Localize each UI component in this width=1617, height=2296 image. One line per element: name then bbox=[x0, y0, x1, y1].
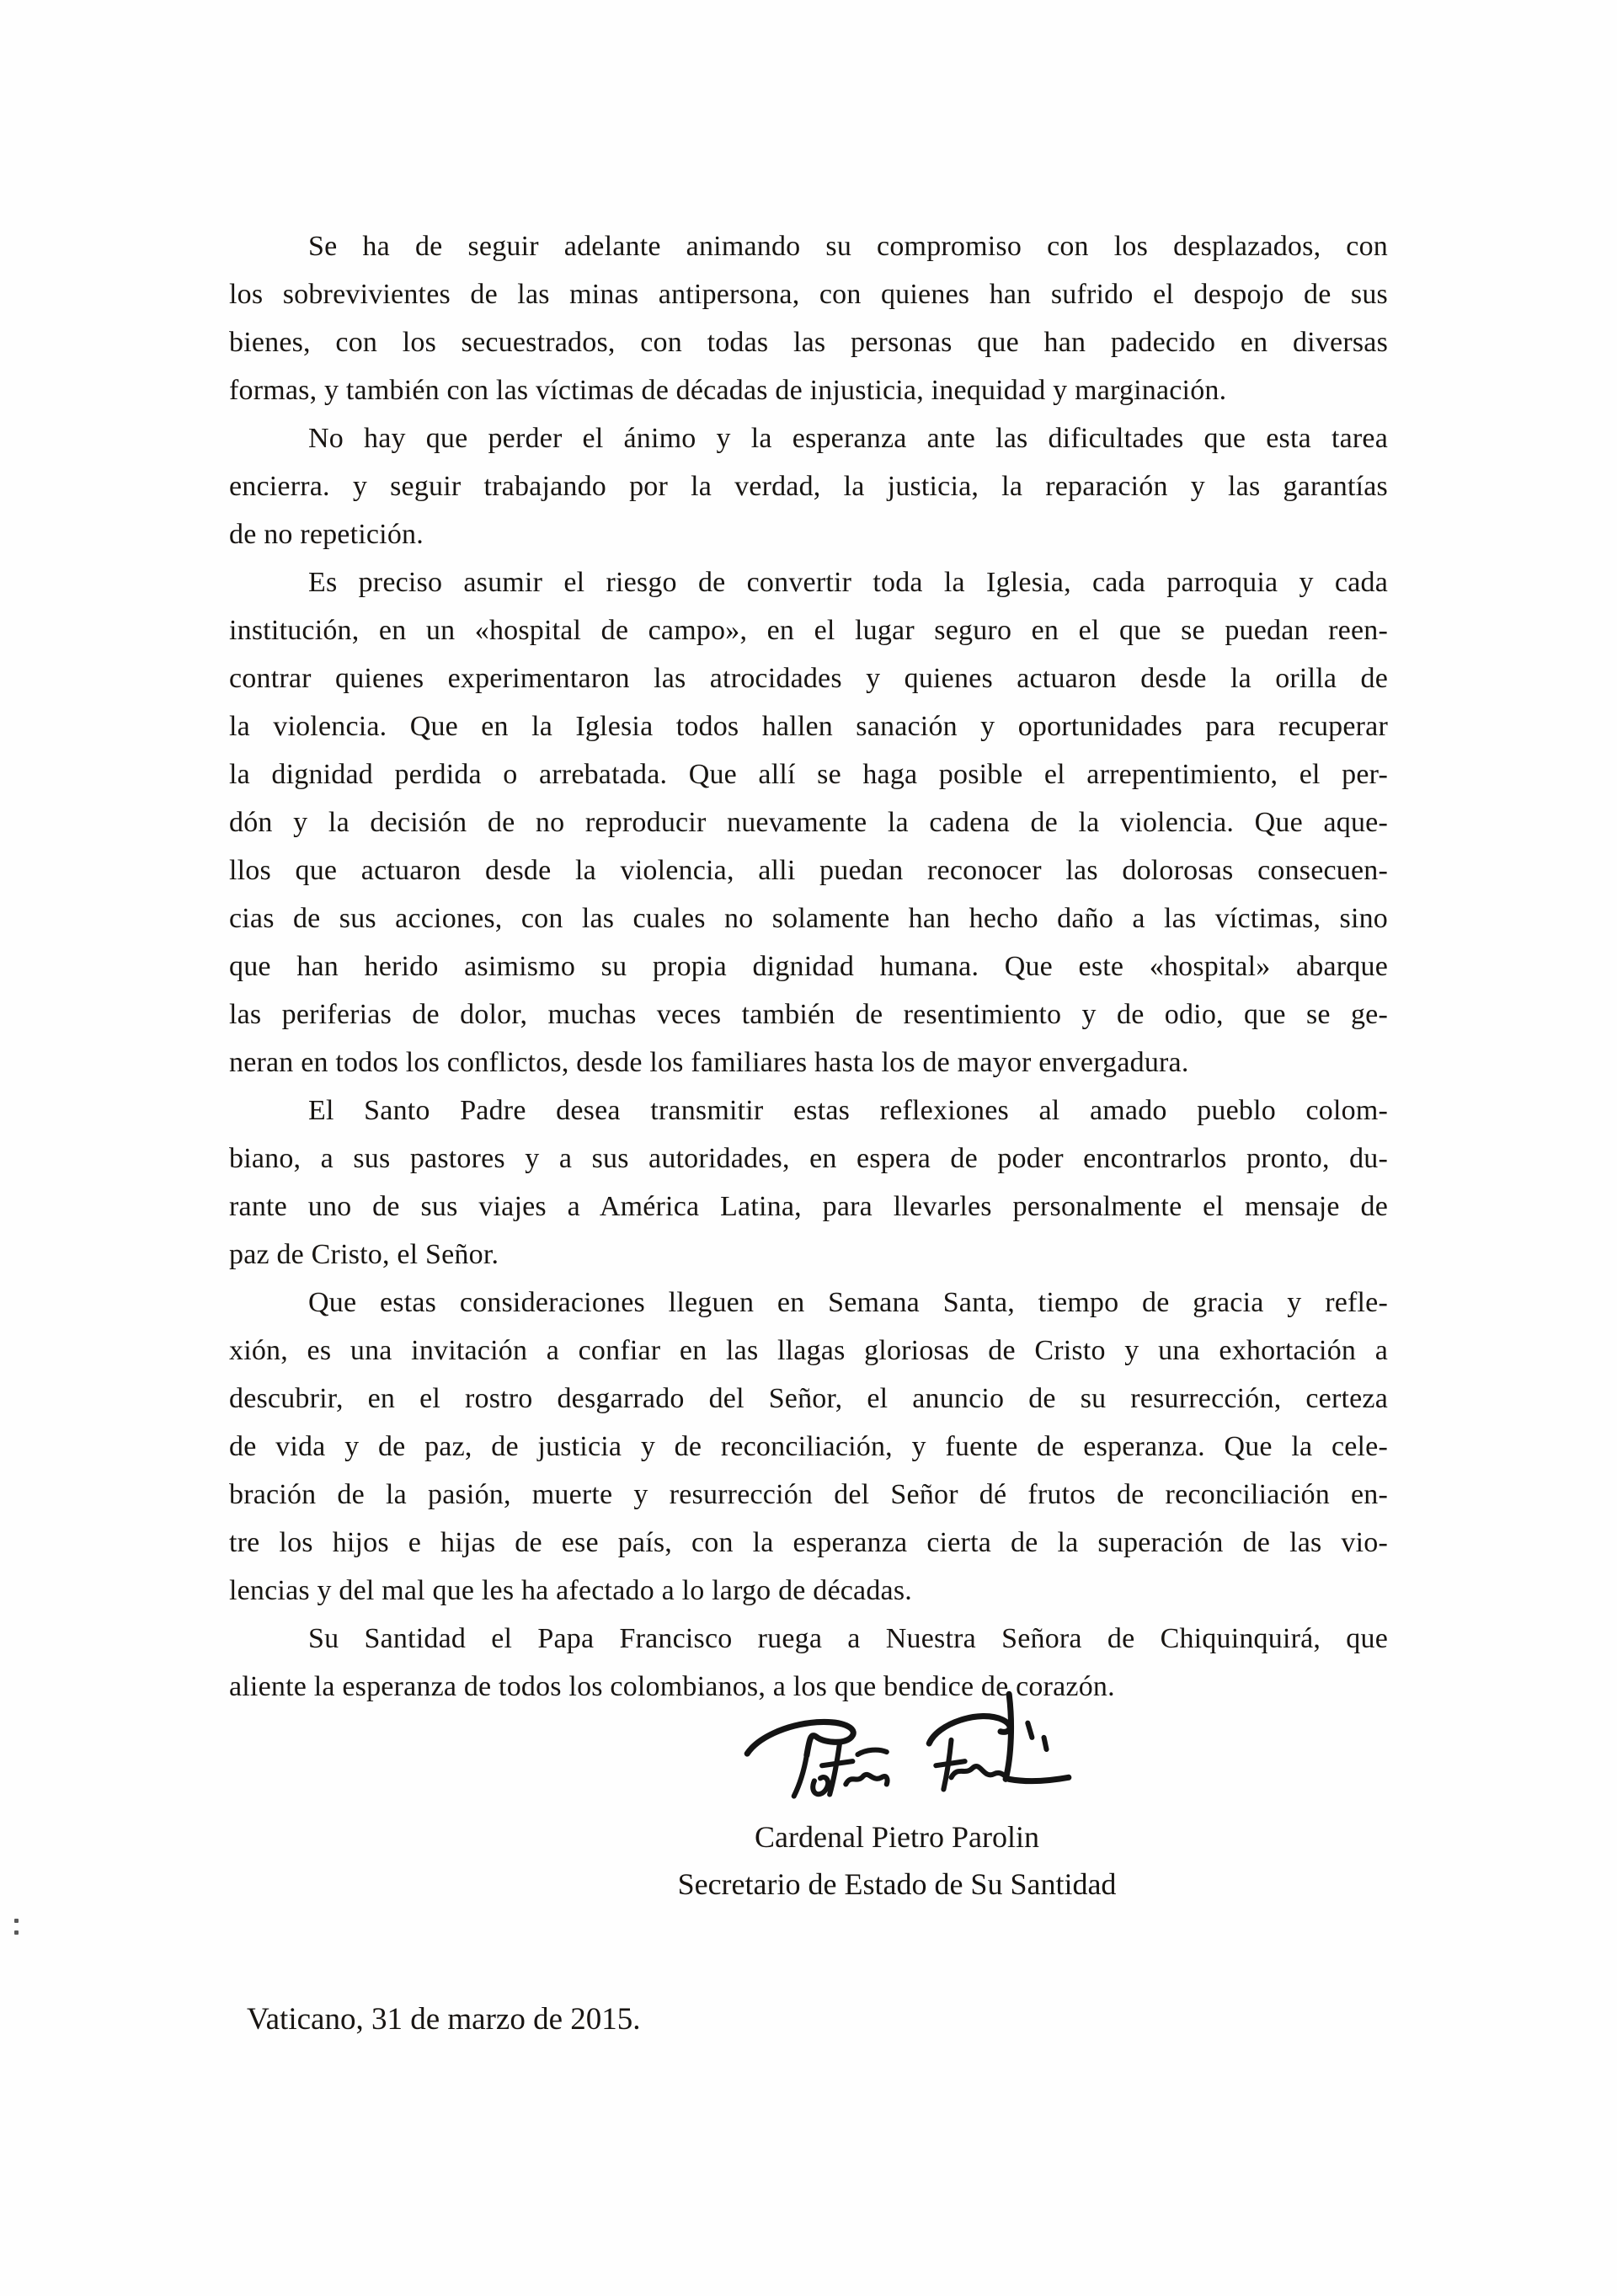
text-line: Es preciso asumir el riesgo de convertir toda la Iglesia, cada parroquia y cada bbox=[308, 567, 1388, 598]
text-line: Su Santidad el Papa Francisco ruega a Nuestra Señora de Chiquinquirá, que bbox=[308, 1623, 1388, 1654]
signer-title: Secretario de Estado de Su Santidad bbox=[677, 1867, 1117, 1901]
text-line: Que estas consideraciones lleguen en Semana Santa, tiempo de gracia y refle- bbox=[308, 1287, 1388, 1318]
text-line: formas, y también con las víctimas de décadas de injusticia, inequidad y marginación. bbox=[229, 375, 1227, 406]
letter-body bbox=[229, 222, 1388, 1711]
text-line: que han herido asimismo su propia dignidad humana. Que este «hospital» abarque bbox=[229, 951, 1388, 982]
text-line: de vida y de paz, de justicia y de reconciliación, y fuente de esperanza. Que la cele- bbox=[229, 1431, 1388, 1462]
text-line: llos que actuaron desde la violencia, alli puedan reconocer las dolorosas consecuen- bbox=[229, 855, 1388, 886]
text-line: las periferias de dolor, muchas veces también de resentimiento y de odio, que se ge- bbox=[229, 999, 1388, 1030]
text-line: de no repetición. bbox=[229, 519, 424, 550]
text-line: paz de Cristo, el Señor. bbox=[229, 1239, 499, 1270]
text-line: los sobrevivientes de las minas antipersona, con quienes han sufrido el despojo de sus bbox=[229, 279, 1388, 310]
text-line: dón y la decisión de no reproducir nuevamente la cadena de la violencia. Que aque- bbox=[229, 807, 1388, 838]
text-line: cias de sus acciones, con las cuales no solamente han hecho daño a las víctimas, sino bbox=[229, 903, 1388, 934]
text-line: rante uno de sus viajes a América Latina, para llevarles personalmente el mensaje de bbox=[229, 1191, 1388, 1222]
text-line: No hay que perder el ánimo y la esperanza ante las dificultades que esta tarea bbox=[308, 423, 1388, 454]
text-line: neran en todos los conflictos, desde los familiares hasta los de mayor envergadura. bbox=[229, 1047, 1189, 1078]
text-line: la dignidad perdida o arrebatada. Que allí se haga posible el arrepentimiento, el per- bbox=[229, 759, 1388, 790]
text-line: El Santo Padre desea transmitir estas reflexiones al amado pueblo colom- bbox=[308, 1095, 1388, 1126]
handwritten-signature-icon bbox=[728, 1688, 1086, 1809]
text-line: lencias y del mal que les ha afectado a lo largo de décadas. bbox=[229, 1575, 912, 1606]
text-line: bración de la pasión, muerte y resurrección del Señor dé frutos de reconciliación en- bbox=[229, 1479, 1388, 1510]
text-line: contrar quienes experimentaron las atrocidades y quienes actuaron desde la orilla de bbox=[229, 663, 1388, 694]
text-line: biano, a sus pastores y a sus autoridades, en espera de poder encontrarlos pronto, du- bbox=[229, 1143, 1388, 1174]
scan-artifact-colon bbox=[14, 1919, 21, 1937]
text-line: Se ha de seguir adelante animando su compromiso con los desplazados, con bbox=[308, 231, 1388, 262]
signer-name: Cardenal Pietro Parolin bbox=[755, 1820, 1039, 1854]
text-line: encierra. y seguir trabajando por la verdad, la justicia, la reparación y las garantías bbox=[229, 471, 1388, 502]
dateline: Vaticano, 31 de marzo de 2015. bbox=[247, 2002, 641, 2037]
text-line: aliente la esperanza de todos los colombianos, a los que bendice de corazón. bbox=[229, 1671, 1115, 1702]
text-line: tre los hijos e hijas de ese país, con la esperanza cierta de la superación de las vio- bbox=[229, 1527, 1388, 1558]
text-line: la violencia. Que en la Iglesia todos hallen sanación y oportunidades para recuperar bbox=[229, 711, 1388, 742]
text-line: descubrir, en el rostro desgarrado del Señor, el anuncio de su resurrección, certeza bbox=[229, 1383, 1388, 1414]
text-line: bienes, con los secuestrados, con todas las personas que han padecido en diversas bbox=[229, 327, 1388, 358]
text-line: xión, es una invitación a confiar en las llagas gloriosas de Cristo y una exhortación a bbox=[229, 1335, 1388, 1366]
text-line: institución, en un «hospital de campo», en el lugar seguro en el que se puedan reen- bbox=[229, 615, 1388, 646]
